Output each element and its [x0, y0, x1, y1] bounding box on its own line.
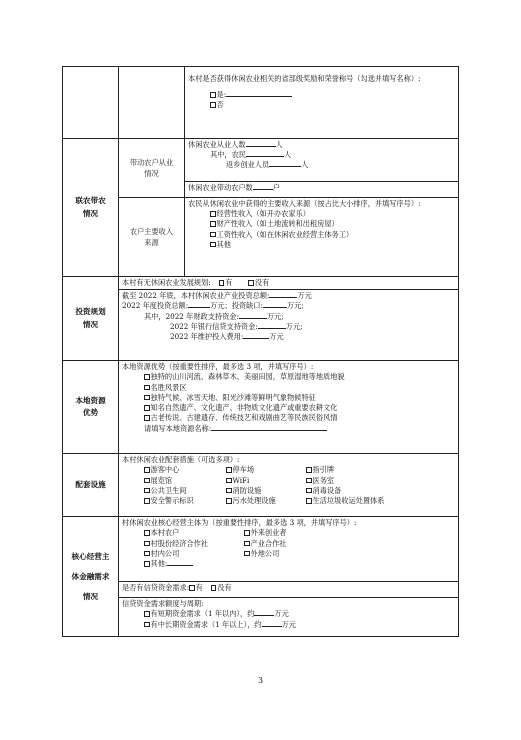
- finance-section-label: 核心经营主 体金融需求 情况: [63, 517, 119, 637]
- facility-option[interactable]: WiFi: [226, 476, 306, 486]
- award-row: [63, 67, 459, 139]
- checkbox-icon: [226, 488, 232, 494]
- income-option[interactable]: 经营性收入（如开办农家乐）: [188, 209, 455, 219]
- award-question: 本村是否获得休闲农业相关的省部级奖励和荣誉称号（勾选并填写名称）:: [188, 74, 421, 83]
- investment-row: [63, 290, 459, 361]
- checkbox-icon[interactable]: [248, 280, 254, 286]
- facilities-cell: 本村休闲农业配套措施（可选多项）: 游客中心 停车场 指引牌 展览馆 WiFi 医务室 公共卫生间 消防设施 消毒设备 安全警示标识 污水处理设施 生活垃圾收运处置体系: [119, 454, 459, 517]
- award-label-cell: [63, 67, 119, 139]
- checkbox-icon: [144, 467, 150, 473]
- resource-option[interactable]: 知名自然遗产、文化遗产、非物质文化遗产或重要农耕文化: [122, 403, 455, 413]
- checkbox-icon: [144, 385, 150, 391]
- form-table: [62, 66, 459, 637]
- checkbox-icon[interactable]: [219, 280, 225, 286]
- checkbox-icon: [306, 488, 312, 494]
- finance-entities-cell: 村休闲农业核心经营主体为（按重要性排序，最多选 3 项，并填写序号）: 本村农户 外来创业者 村股份经济合作社 产业合作社 村内公司 外地公司 其他:: [119, 517, 459, 582]
- checkbox-icon: [244, 530, 250, 536]
- credit-amount-row: [63, 598, 459, 637]
- facility-option[interactable]: 游客中心: [144, 465, 226, 475]
- resource-option[interactable]: 古老传说、古建遗存、传统技艺和戏剧曲艺等民族民俗风情: [122, 413, 455, 423]
- checkbox-icon: [144, 551, 150, 557]
- investment-section-label: 投资规划情况: [63, 277, 119, 361]
- entity-option[interactable]: 外来创业者: [244, 528, 344, 538]
- checkbox-icon: [244, 541, 250, 547]
- facility-option[interactable]: 污水处理设施: [226, 496, 306, 506]
- employment-sublabel: 带动农户从业情况: [119, 139, 185, 198]
- resources-cell: 本地资源优势（按重要性排序，最多选 3 项，并填写序号）: 独特的山川河流、森林草木、美丽田园，草原湿地等地质地貌 名胜风景区 独特气候、冰雪天地、阳光沙滩等鲜明气象物候特征 知名自然遗产、文化遗产、非物质文化遗产或重要农耕文化 古老传说、古建遗存、传统技艺和戏剧曲艺等民族民俗风情 请填写本地资源名称:: [119, 361, 459, 454]
- facilities-grid: [122, 465, 455, 506]
- investment-cell: 截至 2022 年底，本村休闲农业产业投资总额: 万元 2022 年度投资总额: 万元；投资缺口: 万元; 其中，2022 年财政支持资金: 万元; 2022 年银行信贷支持资金: 万元; 2022 年维护投入费用: 万元: [119, 290, 459, 361]
- resource-name-field[interactable]: 请填写本地资源名称:: [122, 424, 455, 434]
- facility-option[interactable]: 停车场: [226, 465, 306, 475]
- checkbox-icon: [144, 488, 150, 494]
- checkbox-icon: [144, 478, 150, 484]
- income-cell: [185, 198, 459, 277]
- award-no-option[interactable]: 否: [188, 100, 455, 110]
- award-sub-cell: [119, 67, 185, 139]
- award-yes-option[interactable]: 是:: [188, 90, 455, 100]
- income-option[interactable]: 其他: [188, 240, 455, 250]
- farmers-income-row: [63, 198, 459, 277]
- facility-option[interactable]: 医务室: [306, 476, 396, 486]
- checkbox-icon: [144, 374, 150, 380]
- checkbox-icon[interactable]: [210, 92, 216, 98]
- finance-entities-row: [63, 517, 459, 582]
- income-option[interactable]: 工资性收入（如在休闲农业经营主体务工）: [188, 230, 455, 240]
- employment-returnees: 返乡创业人员 人: [226, 160, 309, 170]
- resource-option[interactable]: 独特的山川河流、森林草木、美丽田园，草原湿地等地质地貌: [122, 372, 455, 382]
- income-intro: 农民从休闲农业中获得的主要收入来源（按占比大小排序，并填写序号）:: [188, 199, 421, 208]
- farmers-employment-row: [63, 139, 459, 182]
- checkbox-icon: [144, 498, 150, 504]
- entity-option[interactable]: 村内公司: [144, 549, 244, 559]
- entity-option[interactable]: 村股份经济合作社: [144, 539, 244, 549]
- resource-option[interactable]: 名胜风景区: [122, 383, 455, 393]
- planning-cell: 本村有无休闲农业发展规划: 有 没有: [119, 277, 459, 290]
- employment-total: 休闲农业从业人数 人: [188, 140, 283, 149]
- facility-option[interactable]: 公共卫生间: [144, 486, 226, 496]
- entity-other-field[interactable]: 其他:: [122, 559, 455, 569]
- resource-option[interactable]: 独特气候、冰雪天地、阳光沙滩等鲜明气象物候特征: [122, 393, 455, 403]
- checkbox-icon: [144, 530, 150, 536]
- checkbox-icon: [244, 551, 250, 557]
- income-option[interactable]: 财产性收入（如土地流转和出租房屋）: [188, 219, 455, 229]
- facility-option[interactable]: 消毒设备: [306, 486, 396, 496]
- checkbox-icon: [144, 415, 150, 421]
- entity-option[interactable]: 产业合作社: [244, 539, 344, 549]
- checkbox-icon: [144, 611, 150, 617]
- facility-option[interactable]: 指引牌: [306, 465, 396, 475]
- facility-option[interactable]: 展览馆: [144, 476, 226, 486]
- checkbox-icon: [306, 478, 312, 484]
- entities-grid: [122, 528, 455, 559]
- facilities-row: [63, 454, 459, 517]
- checkbox-icon: [226, 498, 232, 504]
- page-number: 3: [257, 676, 264, 685]
- checkbox-icon: [144, 541, 150, 547]
- income-sublabel: 农户主要收入来源: [119, 198, 185, 277]
- facility-option[interactable]: 消防设施: [226, 486, 306, 496]
- checkbox-icon: [210, 211, 216, 217]
- checkbox-icon[interactable]: [210, 102, 216, 108]
- long-term-option[interactable]: 有中长期资金需求（1 年以上），约 万元: [122, 620, 455, 630]
- credit-amount-cell: 信贷资金需求额度与周期: 有短期资金需求（1 年以内），约 万元 有中长期资金需求（1 年以上），约 万元: [119, 598, 459, 637]
- checkbox-icon: [144, 395, 150, 401]
- checkbox-icon: [144, 561, 150, 567]
- employment-counts-cell: [185, 139, 459, 182]
- checkbox-icon: [210, 242, 216, 248]
- facilities-section-label: 配套设施: [63, 454, 119, 517]
- resources-section-label: 本地资源优势: [63, 361, 119, 454]
- entity-option[interactable]: 外地公司: [244, 549, 344, 559]
- credit-question-cell: 是否有信贷资金需求: 有 没有: [119, 582, 459, 598]
- checkbox-icon: [226, 467, 232, 473]
- facility-option[interactable]: 生活垃圾收运处置体系: [306, 496, 396, 506]
- checkbox-icon: [226, 478, 232, 484]
- checkbox-icon: [306, 467, 312, 473]
- entity-option[interactable]: 本村农户: [144, 528, 244, 538]
- checkbox-icon: [144, 622, 150, 628]
- households-cell: 休闲农业带动农户数 户: [185, 182, 459, 198]
- resources-row: [63, 361, 459, 454]
- checkbox-icon: [210, 221, 216, 227]
- checkbox-icon[interactable]: [211, 585, 217, 591]
- farmers-section-label: 联农带农情况: [63, 139, 119, 277]
- checkbox-icon: [210, 232, 216, 238]
- checkbox-icon: [306, 498, 312, 504]
- short-term-option[interactable]: 有短期资金需求（1 年以内），约 万元: [122, 609, 455, 619]
- checkbox-icon: [144, 405, 150, 411]
- facility-option[interactable]: 安全警示标识: [144, 496, 226, 506]
- award-cell: [185, 67, 459, 139]
- planning-row: [63, 277, 459, 290]
- checkbox-icon[interactable]: [189, 585, 195, 591]
- credit-question-row: [63, 582, 459, 598]
- employment-farmers: 其中，农民 人: [210, 150, 292, 160]
